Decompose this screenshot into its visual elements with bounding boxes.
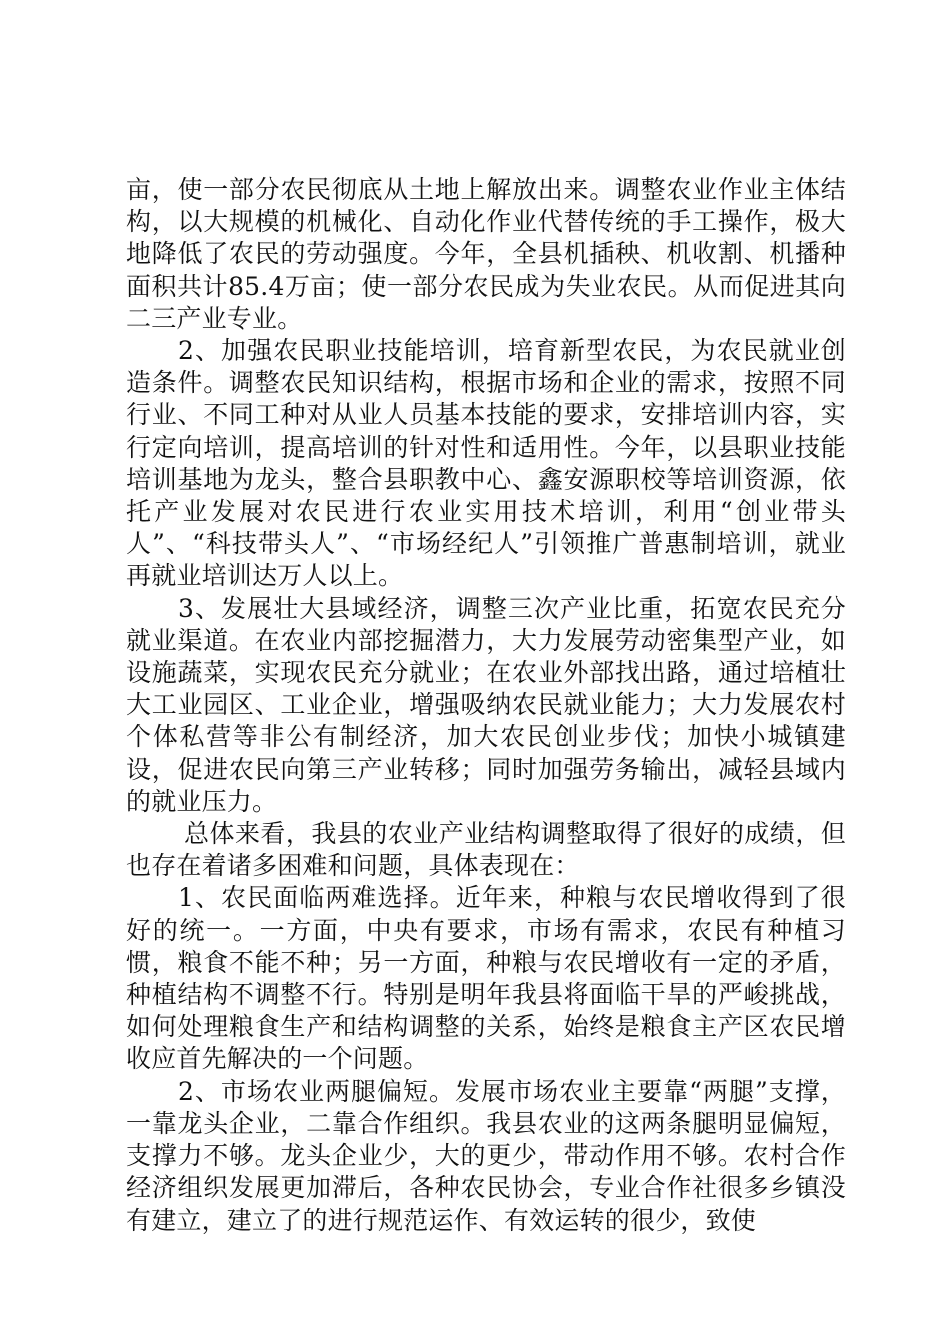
paragraph-continuation: 亩，使一部分农民彻底从土地上解放出来。调整农业作业主体结构，以大规模的机械化、自动化作业代替传统的手工操作，极大地降低了农民的劳动强度。今年，全县机插秧、机收割、机播种面积共计85.4万亩；使一部分农民成为失业农民。从而促进其向二三产业专业。 xyxy=(126,175,846,333)
paragraph-item-3-economy: 3、发展壮大县域经济，调整三次产业比重，拓宽农民充分就业渠道。在农业内部挖掘潜力，大力发展劳动密集型产业，如设施蔬菜，实现农民充分就业；在农业外部找出路，通过培植壮大工业园区、工业企业，增强吸纳农民就业能力；大力发展农村个体私营等非公有制经济，加大农民创业步伐；加快小城镇建设，促进农民向第三产业转移；同时加强劳务输出，减轻县域内的就业压力。 xyxy=(126,593,846,816)
paragraph-problem-1: 1、农民面临两难选择。近年来，种粮与农民增收得到了很好的统一。一方面，中央有要求，市场有需求，农民有种植习惯，粮食不能不种；另一方面，种粮与农民增收有一定的矛盾，种植结构不调整不行。特别是明年我县将面临干旱的严峻挑战，如何处理粮食生产和结构调整的关系，始终是粮食主产区农民增收应首先解决的一个问题。 xyxy=(126,883,846,1074)
paragraph-summary: 总体来看，我县的农业产业结构调整取得了很好的成绩，但也存在着诸多困难和问题，具体表现在： xyxy=(126,819,846,881)
paragraph-item-2-training: 2、加强农民职业技能培训，培育新型农民，为农民就业创造条件。调整农民知识结构，根据市场和企业的需求，按照不同行业、不同工种对从业人员基本技能的要求，安排培训内容，实行定向培训，提高培训的针对性和适用性。今年，以县职业技能培训基地为龙头，整合县职教中心、鑫安源职校等培训资源，依托产业发展对农民进行农业实用技术培训，利用“创业带头人”、“科技带头人”、“市场经纪人”引领推广普惠制培训，就业再就业培训达万人以上。 xyxy=(126,336,846,591)
paragraph-problem-2: 2、市场农业两腿偏短。发展市场农业主要靠“两腿”支撑，一靠龙头企业，二靠合作组织。我县农业的这两条腿明显偏短，支撑力不够。龙头企业少，大的更少，带动作用不够。农村合作经济组织发展更加滞后，各种农民协会，专业合作社很多乡镇没有建立，建立了的进行规范运作、有效运转的很少，致使 xyxy=(126,1076,846,1235)
document-body xyxy=(126,174,846,1237)
